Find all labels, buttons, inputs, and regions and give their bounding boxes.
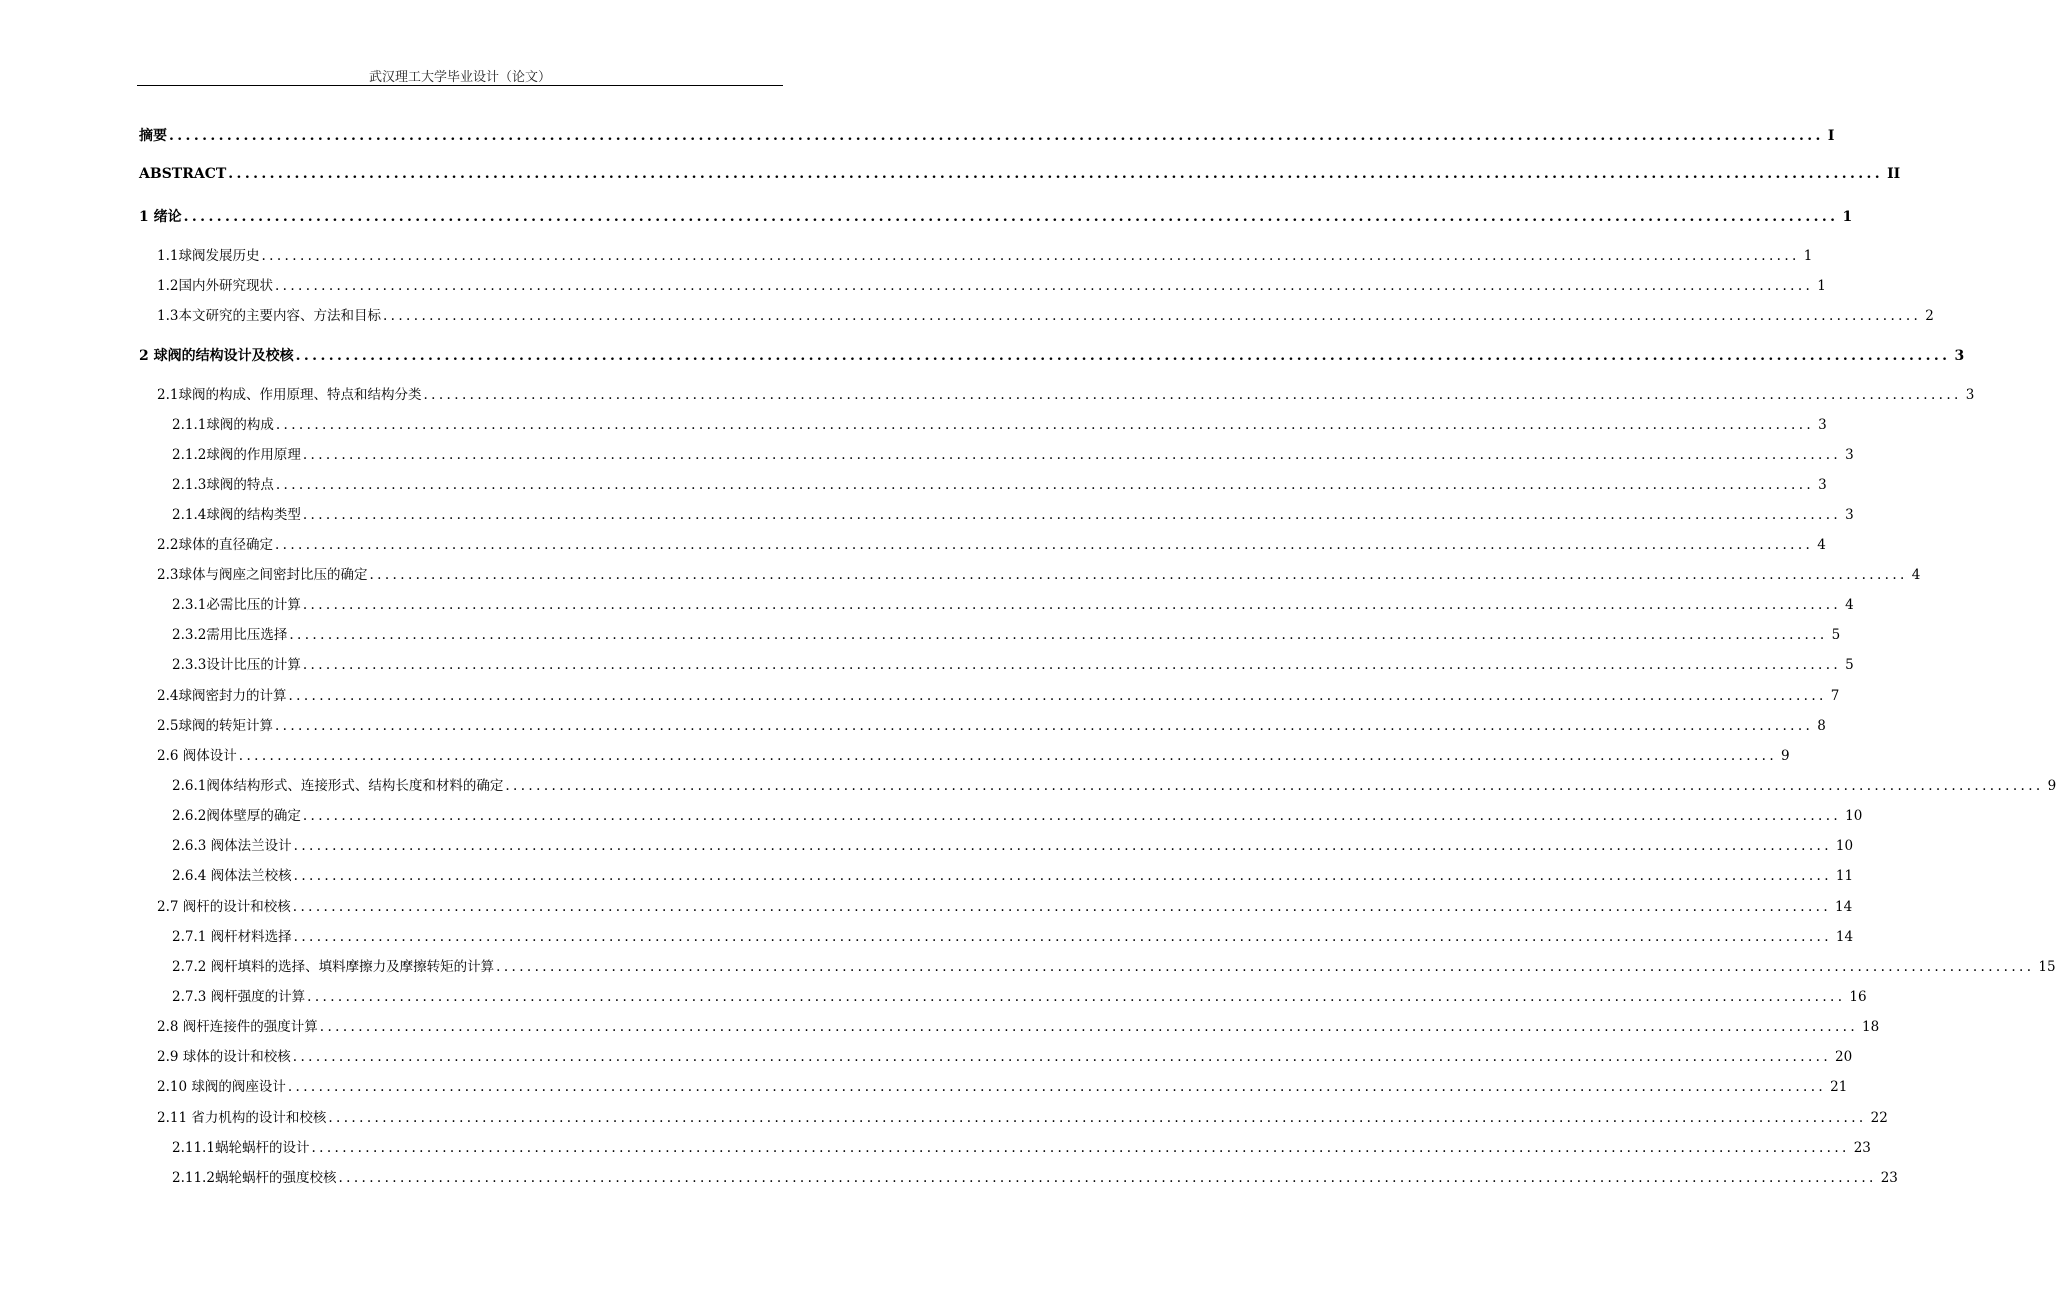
toc-entry[interactable] xyxy=(157,304,1934,324)
toc-leader-dots: ........................................................................................................................................................................................................ xyxy=(261,248,1800,264)
toc-leader-dots: ........................................................................................................................................................................................................ xyxy=(382,308,1922,324)
toc-entry-label: 1.1球阀发展历史 xyxy=(157,248,260,264)
toc-entry-page-number: 2 xyxy=(1925,308,1934,324)
page-header: 武汉理工大学毕业设计（论文） xyxy=(368,70,551,85)
toc-entry-page-number: 15 xyxy=(2038,959,2056,975)
toc-entry-page-number: 3 xyxy=(1954,348,1965,364)
toc-entry[interactable] xyxy=(172,593,1854,613)
toc-entry-label: ABSTRACT xyxy=(139,166,227,182)
toc-entry-page-number: II xyxy=(1887,166,1901,182)
toc-entry-page-number: 23 xyxy=(1880,1170,1898,1186)
toc-entry[interactable] xyxy=(172,443,1854,463)
toc-entry[interactable] xyxy=(172,473,1827,493)
toc-entry-page-number: 8 xyxy=(1817,718,1826,734)
toc-entry-page-number: 16 xyxy=(1849,989,1867,1005)
toc-entry-label: 2.3.1必需比压的计算 xyxy=(172,597,301,613)
toc-entry-page-number: 22 xyxy=(1870,1110,1888,1126)
toc-entry-label: 2.3.3设计比压的计算 xyxy=(172,657,301,673)
toc-entry[interactable] xyxy=(172,955,2056,975)
toc-entry-label: 2.1.3球阀的特点 xyxy=(172,477,274,493)
toc-entry-label: 2.6.1阀体结构形式、连接形式、结构长度和材料的确定 xyxy=(172,778,504,794)
toc-entry-page-number: 11 xyxy=(1835,868,1854,884)
toc-entry[interactable] xyxy=(172,1166,1898,1186)
toc-entry-label: 2.6.4 阀体法兰校核 xyxy=(172,868,292,884)
toc-entry-page-number: 3 xyxy=(1845,447,1854,463)
toc-entry[interactable] xyxy=(157,714,1826,734)
toc-entry-label: 2.3球体与阀座之间密封比压的确定 xyxy=(157,567,368,583)
toc-entry[interactable] xyxy=(157,533,1826,553)
toc-leader-dots: ........................................................................................................................................................................................................ xyxy=(369,567,1908,583)
toc-leader-dots: ........................................................................................................................................................................................................ xyxy=(275,477,1815,493)
toc-entry-page-number: 5 xyxy=(1845,657,1854,673)
toc-entry-page-number: 1 xyxy=(1842,209,1853,225)
toc-entry-page-number: 14 xyxy=(1835,899,1853,915)
toc-entry-page-number: 3 xyxy=(1845,507,1854,523)
toc-entry-page-number: 10 xyxy=(1845,808,1863,824)
toc-entry[interactable] xyxy=(157,274,1826,294)
toc-entry[interactable] xyxy=(139,345,1965,365)
toc-entry-label: 2 球阀的结构设计及校核 xyxy=(139,348,294,364)
toc-leader-dots: ........................................................................................................................................................................................................ xyxy=(319,1019,1859,1035)
toc-entry[interactable] xyxy=(139,206,1853,226)
toc-entry-page-number: 20 xyxy=(1835,1049,1853,1065)
toc-entry-page-number: 3 xyxy=(1818,417,1827,433)
toc-leader-dots: ........................................................................................................................................................................................................ xyxy=(288,688,1827,704)
toc-entry-label: 2.11.1蜗轮蜗杆的设计 xyxy=(172,1140,310,1156)
toc-leader-dots: ........................................................................................................................................................................................................ xyxy=(302,597,1842,613)
toc-entry[interactable] xyxy=(157,1015,1880,1035)
toc-entry-label: 1 绪论 xyxy=(139,209,182,225)
toc-entry-page-number: 18 xyxy=(1862,1019,1880,1035)
toc-entry-page-number: 7 xyxy=(1830,688,1840,704)
toc-entry-label: 2.3.2需用比压选择 xyxy=(172,627,288,643)
toc-entry-label: 2.8 阀杆连接件的强度计算 xyxy=(157,1019,318,1035)
toc-entry-page-number: 10 xyxy=(1835,838,1854,854)
toc-entry[interactable] xyxy=(139,125,1835,145)
toc-leader-dots: ........................................................................................................................................................................................................ xyxy=(238,748,1778,764)
toc-entry-label: 摘要 xyxy=(139,128,167,144)
toc-leader-dots: ........................................................................................................................................................................................................ xyxy=(338,1170,1877,1186)
toc-entry[interactable] xyxy=(157,563,1921,583)
toc-leader-dots: ........................................................................................................................................................................................................ xyxy=(311,1140,1850,1156)
toc-entry-label: 1.3本文研究的主要内容、方法和目标 xyxy=(157,308,381,324)
toc-entry-label: 2.7.2 阀杆填料的选择、填料摩擦力及摩擦转矩的计算 xyxy=(172,959,495,975)
toc-entry[interactable] xyxy=(172,804,1863,824)
toc-leader-dots: ........................................................................................................................................................................................................ xyxy=(302,657,1842,673)
toc-entry-label: 2.11 省力机构的设计和校核 xyxy=(157,1110,327,1126)
toc-leader-dots: ........................................................................................................................................................................................................ xyxy=(302,808,1842,824)
toc-entry-label: 2.11.2蜗轮蜗杆的强度校核 xyxy=(172,1170,337,1186)
toc-leader-dots: ........................................................................................................................................................................................................ xyxy=(183,209,1839,225)
toc-entry[interactable] xyxy=(157,244,1813,264)
toc-entry[interactable] xyxy=(172,834,1854,854)
toc-leader-dots: ........................................................................................................................................................................................................ xyxy=(169,128,1824,144)
toc-leader-dots: ........................................................................................................................................................................................................ xyxy=(293,929,1832,945)
toc-entry-label: 2.7.3 阀杆强度的计算 xyxy=(172,989,306,1005)
toc-entry-page-number: 1 xyxy=(1803,248,1813,264)
toc-entry[interactable] xyxy=(157,744,1790,764)
toc-entry-page-number: 9 xyxy=(2047,778,2056,794)
toc-entry[interactable] xyxy=(157,1045,1853,1065)
toc-entry-page-number: 4 xyxy=(1845,597,1854,613)
toc-entry-page-number: I xyxy=(1827,128,1835,144)
toc-entry[interactable] xyxy=(157,1075,1848,1095)
toc-leader-dots: ........................................................................................................................................................................................................ xyxy=(293,868,1832,884)
toc-entry-page-number: 4 xyxy=(1911,567,1921,583)
toc-entry-label: 2.7 阀杆的设计和校核 xyxy=(157,899,291,915)
toc-entry[interactable] xyxy=(157,684,1840,704)
toc-entry-label: 2.1球阀的构成、作用原理、特点和结构分类 xyxy=(157,387,422,403)
toc-entry[interactable] xyxy=(172,413,1827,433)
toc-entry[interactable] xyxy=(172,623,1841,643)
toc-entry-label: 2.9 球体的设计和校核 xyxy=(157,1049,291,1065)
toc-leader-dots: ........................................................................................................................................................................................................ xyxy=(505,778,2044,794)
toc-entry-label: 2.10 球阀的阀座设计 xyxy=(157,1079,286,1095)
toc-entry[interactable] xyxy=(172,864,1854,884)
toc-leader-dots: ........................................................................................................................................................................................................ xyxy=(274,718,1814,734)
toc-leader-dots: ........................................................................................................................................................................................................ xyxy=(302,507,1842,523)
toc-leader-dots: ........................................................................................................................................................................................................ xyxy=(328,1110,1867,1126)
toc-entry-label: 2.6 阀体设计 xyxy=(157,748,237,764)
toc-leader-dots: ........................................................................................................................................................................................................ xyxy=(496,959,2035,975)
toc-entry-page-number: 5 xyxy=(1831,627,1841,643)
toc-entry-page-number: 21 xyxy=(1830,1079,1848,1095)
toc-entry-label: 2.1.4球阀的结构类型 xyxy=(172,507,301,523)
toc-entry-label: 2.6.3 阀体法兰设计 xyxy=(172,838,292,854)
toc-leader-dots: ........................................................................................................................................................................................................ xyxy=(274,537,1814,553)
toc-entry[interactable] xyxy=(157,895,1853,915)
toc-entry-label: 2.5球阀的转矩计算 xyxy=(157,718,273,734)
toc-entry-label: 2.7.1 阀杆材料选择 xyxy=(172,929,292,945)
toc-entry[interactable] xyxy=(157,383,1975,403)
toc-leader-dots: ........................................................................................................................................................................................................ xyxy=(274,278,1814,294)
toc-entry[interactable] xyxy=(139,166,1901,182)
toc-entry-page-number: 9 xyxy=(1781,748,1790,764)
toc-leader-dots: ........................................................................................................................................................................................................ xyxy=(293,838,1832,854)
toc-entry[interactable] xyxy=(172,925,1854,945)
toc-entry-page-number: 3 xyxy=(1965,387,1975,403)
toc-leader-dots: ........................................................................................................................................................................................................ xyxy=(292,1049,1832,1065)
toc-leader-dots: ........................................................................................................................................................................................................ xyxy=(289,627,1828,643)
toc-leader-dots: ........................................................................................................................................................................................................ xyxy=(302,447,1842,463)
toc-leader-dots: ........................................................................................................................................................................................................ xyxy=(423,387,1962,403)
toc-entry-label: 1.2国内外研究现状 xyxy=(157,278,273,294)
toc-leader-dots: ........................................................................................................................................................................................................ xyxy=(292,899,1832,915)
toc-entry-label: 2.1.2球阀的作用原理 xyxy=(172,447,301,463)
toc-leader-dots: ........................................................................................................................................................................................................ xyxy=(275,417,1815,433)
toc-entry[interactable] xyxy=(172,503,1854,523)
toc-entry-page-number: 14 xyxy=(1835,929,1854,945)
toc-entry-page-number: 3 xyxy=(1818,477,1827,493)
toc-entry-page-number: 1 xyxy=(1817,278,1826,294)
toc-entry-label: 2.4球阀密封力的计算 xyxy=(157,688,287,704)
toc-entry[interactable] xyxy=(172,774,2056,794)
toc-entry-page-number: 23 xyxy=(1853,1140,1871,1156)
toc-leader-dots: ........................................................................................................................................................................................................ xyxy=(287,1079,1827,1095)
toc-leader-dots: ........................................................................................................................................................................................................ xyxy=(228,166,1884,182)
toc-entry[interactable] xyxy=(157,1106,1888,1126)
toc-entry-label: 2.2球体的直径确定 xyxy=(157,537,273,553)
toc-leader-dots: ........................................................................................................................................................................................................ xyxy=(295,348,1951,364)
toc-entry-page-number: 4 xyxy=(1817,537,1826,553)
toc-leader-dots: ........................................................................................................................................................................................................ xyxy=(307,989,1846,1005)
toc-entry-label: 2.6.2阀体壁厚的确定 xyxy=(172,808,301,824)
toc-entry[interactable] xyxy=(172,985,1867,1005)
toc-entry[interactable] xyxy=(172,1136,1871,1156)
toc-entry-label: 2.1.1球阀的构成 xyxy=(172,417,274,433)
toc-entry[interactable] xyxy=(172,653,1854,673)
